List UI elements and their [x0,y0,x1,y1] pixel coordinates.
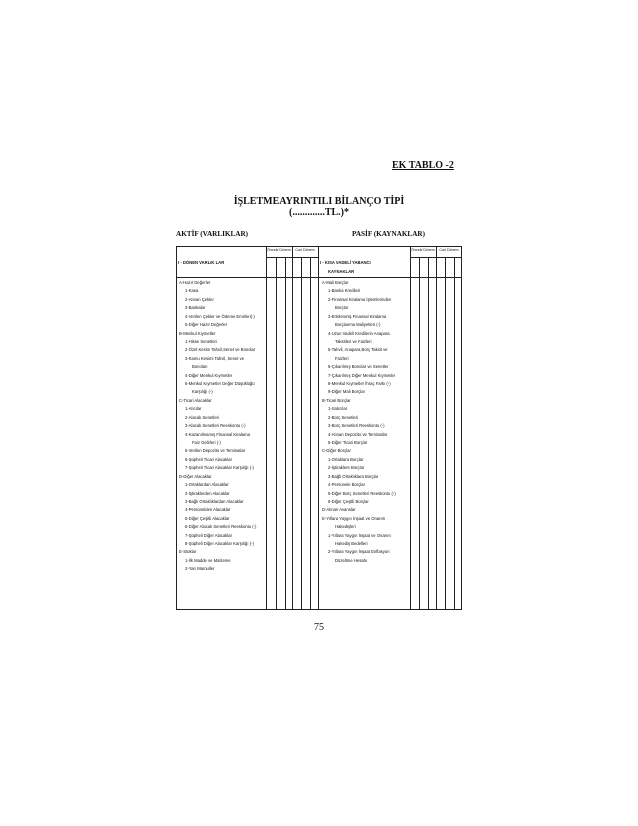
line-item: 5-Diğer Ticari Borçlar [328,439,368,445]
line-item: Hakediş Bedelleri [335,541,368,547]
line-item: 3-Kamu Kesimi Tahvil, Senet ve [185,355,245,361]
line-item: B-Menkul Kıymetler [179,330,216,336]
line-item: Hakedişleri [335,524,356,530]
line-item: 2-Finansal Kiralama İşlemlerinden [328,296,392,302]
line-item: 1-Banka Kredileri [328,288,361,294]
line-item: Bonoları [192,364,208,370]
line-item: 6-Diğer Alacak Senetleri Reeskontu (-) [185,524,257,530]
line-item: D-Alınan Avanslar [322,507,356,513]
line-item: C-Diğer Borçlar [322,448,351,454]
line-item: 2-İştiraklere Borçlar [328,465,365,471]
line-item: 4-Personelden Alacaklar [185,507,231,513]
line-item: 1-Alıcılar [185,406,202,412]
appendix-table-label: EK TABLO -2 [392,160,454,171]
line-item: 5-Menkul Kıymetler Değer Düşüklüğü [185,381,255,387]
line-item: D-Diğer Alacaklar [179,473,212,479]
line-item: 6-Şüpheli Ticari Alacaklar [185,456,233,462]
line-item: 3-Borç Senetleri Reeskontu (-) [328,423,385,429]
document-title: İŞLETMEAYRINTILI BİLANÇO TİPİ [233,196,405,207]
grid-line [454,257,455,610]
line-item: 3-Ertelenmiş Finansal Kiralama [328,313,387,319]
assets-current-period-header: Cari Dönem [295,248,315,252]
line-item: 4-Alınan Depozito ve Teminatlar [328,431,388,437]
line-item: 2-Yarı Mamuller [185,566,215,572]
line-item: 4-Uzun Vadeli Kredilerin Anapara [328,330,390,336]
short-term-liabilities-section: I - KISA VADELİ YABANCI [320,260,371,265]
line-item: 1-İlk Madde ve Malzeme [185,557,231,563]
line-item: 1-Yıllara Yaygın İnşaat ve Onarım [328,532,391,538]
line-item: C-Ticari Alacaklar [179,397,212,403]
line-item: 1-Hisse Senetleri [185,338,217,344]
line-item: 5-Tahvil, Anapara,Borç Taksit ve [328,347,388,353]
line-item: 3-Bağlı Ortaklıklardan Alacaklar [185,498,244,504]
line-item: 2-Alınan Çekler [185,296,214,302]
line-item: 5-Verilen Depozito ve Teminatlar [185,448,246,454]
line-item: Taksitleri ve Faizleri [335,338,372,344]
line-item: 9-Diğer Mali Borçlar [328,389,365,395]
line-item: 7-Çıkarılmış Diğer Menkul Kıymetler [328,372,396,378]
line-item: 2-Özel Kesim Tahvil,Senet ve Bonolar [185,347,256,353]
line-item: Karşılığı (-) [192,389,213,395]
line-item: 2-Borç Senetleri [328,414,359,420]
line-item: 5-Diğer Borç Senetleri Reeskontu (-) [328,490,396,496]
line-item: 6-Çıkarılmış Bonolar ve Senetler [328,364,389,370]
line-item: 1-Ortaklardan Alacaklar [185,482,229,488]
line-item: 4-Verilen Çekler ve Ödeme Emirleri(-) [185,313,255,319]
line-item: E-Stoklar [179,549,197,555]
line-item: Düzeltme Hesabı [335,557,368,563]
line-item: 4-Kazanılmamış Finansal Kiralama [185,431,250,437]
currency-subtitle: (.............TL.)* [289,207,349,218]
line-item: B-Ticari Borçlar [322,397,351,403]
grid-line [301,257,302,610]
liabilities-section-line [318,277,462,278]
line-item: Faizleri [335,355,349,361]
line-item: 8-Şüpheli Diğer Alacaklar Karşılığı (-) [185,541,254,547]
line-item: 5-Diğer Çeşitli Alacaklar [185,515,230,521]
line-item: 3-Bankalar [185,305,206,311]
current-assets-section: I - DÖNEN VARLIK LAR [178,260,225,265]
line-item: E-Yıllara Yaygın İnşaat ve Onarım [322,515,386,521]
liabilities-heading: PASİF (KAYNAKLAR) [352,230,426,238]
line-item: 7-Şüpheli Ticari Alacaklar Karşılığı (-) [185,465,254,471]
grid-line [310,257,311,610]
line-item: A-Hazır Değerler [179,280,211,285]
line-item: 2-Yıllara Yaygın İnşaat Enflasyon [328,549,390,555]
assets-column-divider [266,246,267,610]
assets-column-divider [292,246,293,610]
assets-section-line [176,277,318,278]
page-number: 75 [314,622,324,633]
line-item: 1-Kasa [185,288,199,294]
grid-line [445,257,446,610]
line-item: 1-Ortaklara Borçlar [328,456,364,462]
grid-line [285,257,286,610]
liabilities-current-period-header: Cari Dönem [439,248,459,252]
line-item: 3-Alacak Senetleri Reeskontu (-) [185,423,246,429]
line-item: 4-Diğer Menkul Kıymetler [185,372,233,378]
line-item: 4-Personele Borçlar [328,482,366,488]
line-item: 2-Alacak Senetleri [185,414,219,420]
assets-heading: AKTİF (VARLIKLAR) [176,230,249,238]
line-item: 2-İştiraklerden Alacaklar [185,490,230,496]
line-item: 5-Diğer Hazır Değerler [185,322,228,328]
line-item: Faiz Gelirleri (-) [192,439,221,445]
short-term-liabilities-section-cont: KAYNAKLAR [328,269,355,274]
grid-line [276,257,277,610]
grid-line [428,257,429,610]
liabilities-previous-period-header: Önceki Dönem [411,248,435,252]
line-item: 6-Diğer Çeşitli Borçlar [328,498,369,504]
line-item: A-Mali Borçlar [322,280,349,285]
table-center-divider [318,246,319,610]
assets-previous-period-header: Önceki Dönem [267,248,291,252]
line-item: 1-Satıcılar [328,406,348,412]
line-item: Borçlar [335,305,349,311]
liabilities-column-divider [410,246,411,610]
liabilities-column-divider [436,246,437,610]
line-item: Borçlanma Maliyetleri (-) [335,322,381,328]
line-item: 8-Menkul Kıymetler İhraç Farkı (-) [328,381,391,387]
grid-line [419,257,420,610]
line-item: 3-Bağlı Ortaklıklara Borçlar [328,473,379,479]
line-item: 7-Şüpheli Diğer Alacaklar [185,532,233,538]
